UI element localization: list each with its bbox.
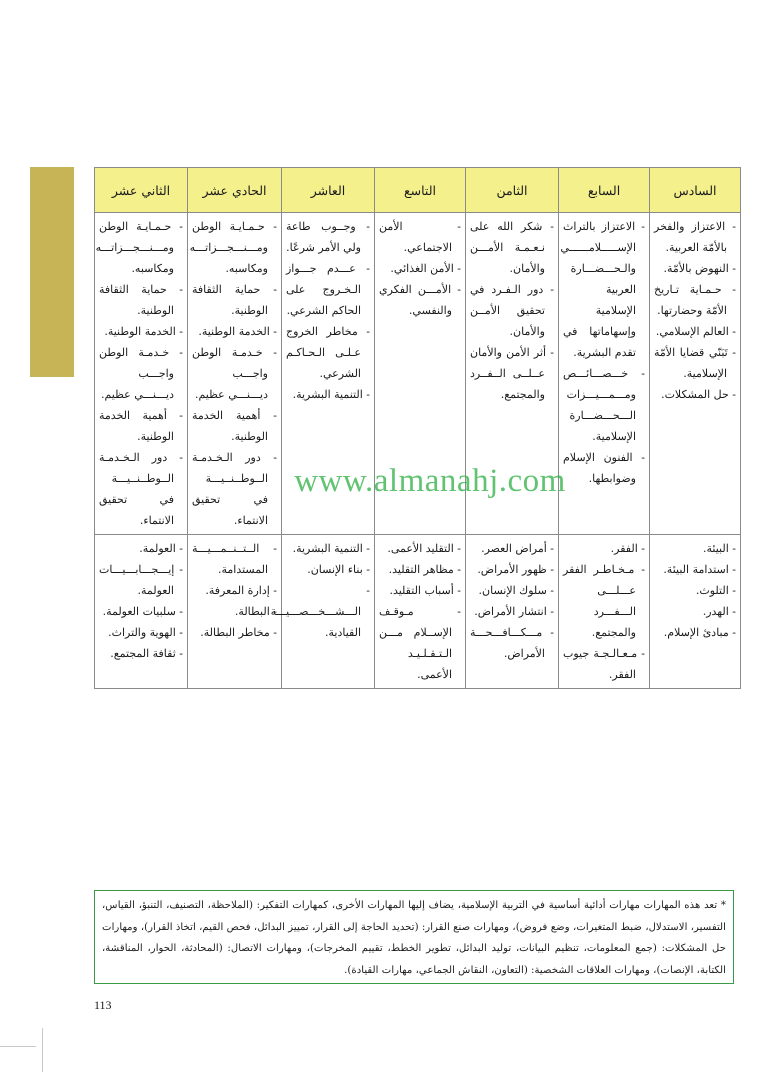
topic-item: - تَبَنّي قضايا الأمّة الإسلامية.	[654, 342, 736, 384]
topic-item: - حماية الثقافة الوطنية.	[99, 279, 183, 321]
topic-cell	[375, 213, 466, 535]
crop-mark-horizontal	[0, 1046, 36, 1047]
topic-item: - النهوض بالأمّة.	[654, 258, 736, 279]
grade-header-10: العاشر	[282, 168, 375, 213]
topic-item: - حـمـاية تـاريخ الأمّة وحضارتها.	[654, 279, 736, 321]
topic-cell	[270, 535, 375, 689]
topic-item: - دور الـخـدمـة الــوطــنــيـــة في تحقيق الانتماء.	[192, 447, 277, 531]
topic-item: - أهمية الخدمة الوطنية.	[192, 405, 277, 447]
topic-list	[379, 216, 461, 321]
topic-cell	[466, 535, 559, 689]
topic-item: - مظاهر التقليد.	[379, 559, 461, 580]
topic-item: - أهمية الخدمة الوطنية.	[99, 405, 183, 447]
topic-list	[470, 216, 554, 405]
topic-cell	[188, 213, 282, 535]
topic-item: - حل المشكلات.	[654, 384, 736, 405]
topic-item: - إيـــجـــابـــيـــات العولمة.	[99, 559, 183, 601]
grade-header-11: الحادي عشر	[188, 168, 282, 213]
topic-item: - الهوية والتراث.	[99, 622, 183, 643]
topic-item: - الهدر.	[654, 601, 736, 622]
topic-item: - أسباب التقليد.	[379, 580, 461, 601]
topic-item: - ظهور الأمراض.	[470, 559, 554, 580]
topic-item: - ثقافة المجتمع.	[99, 643, 183, 664]
topic-item: - البيئة.	[654, 538, 736, 559]
topic-item: - استدامة البيئة.	[654, 559, 736, 580]
topic-cell	[95, 535, 188, 689]
topic-item: - التنمية البشرية.	[286, 538, 370, 559]
chapter-side-tab	[30, 167, 74, 377]
topic-list	[189, 216, 277, 531]
topic-list	[99, 538, 183, 664]
topic-list	[563, 538, 645, 685]
topic-item: - التنمية البشرية.	[286, 384, 370, 405]
topic-item: - الــتــنــمـــيـــة المستدامة.	[192, 538, 277, 580]
topic-item: - الاعتزاز بالتراث الإســـــلامــــــي والـحـــضـــارة العربية الإسلامية وإسهاماتها في تقدم البشرية.	[563, 216, 645, 363]
topic-item: - الخدمة الوطنية.	[192, 321, 277, 342]
grade-header-9: التاسع	[375, 168, 466, 213]
topic-item: - الأمن الاجتماعي.	[379, 216, 461, 258]
topic-item: - حماية الثقافة الوطنية.	[192, 279, 277, 321]
topic-item: - مبادئ الإسلام.	[654, 622, 736, 643]
topic-list	[286, 216, 370, 405]
watermark: www.almanahj.com	[294, 463, 566, 499]
grade-header-6: السادس	[650, 168, 741, 213]
topic-cell	[188, 535, 282, 689]
grade-header-12: الثاني عشر	[95, 168, 188, 213]
grade-header-7: السابع	[559, 168, 650, 213]
topic-item: - مـخـاطـر الفقر عـــلـــى الـــفـــرد والمجتمع.	[563, 559, 645, 643]
topic-item: - الخدمة الوطنية.	[99, 321, 183, 342]
topic-list	[470, 538, 554, 664]
topic-row	[95, 213, 741, 535]
curriculum-table	[94, 167, 741, 689]
page-number: 113	[94, 998, 112, 1012]
topic-item: - التقليد الأعمى.	[379, 538, 461, 559]
topic-item: - خـدمـة الوطن واجـــب ديـــنـــي عظيم.	[192, 342, 277, 405]
topic-item: - مخاطر البطالة.	[192, 622, 277, 643]
topic-item: - الأمن الغذائي.	[379, 258, 461, 279]
topic-item: - الاعتزاز والفخر بالأمّة العربية.	[654, 216, 736, 258]
topic-item: - أمراض العصر.	[470, 538, 554, 559]
topic-item: - الفقر.	[563, 538, 645, 559]
topic-item: - الفنون الإسلام وضوابطها.	[563, 447, 645, 489]
topic-cell	[559, 535, 650, 689]
topic-list	[379, 538, 461, 685]
topic-item: - دور الـخـدمـة الــوطــنــيـــة في تحقيق الانتماء.	[99, 447, 183, 531]
topic-cell	[282, 213, 375, 535]
topic-item: - مخاطر الخروج عـلـى الـحـاكـم الشرعي.	[286, 321, 370, 384]
topic-item: - وجــوب طاعة ولي الأمر شرعًا.	[286, 216, 370, 258]
topic-item: - مـــكـــافـــحـــة الأمراض.	[470, 622, 554, 664]
topic-item: - شكر الله على نـعـمـة الأمـــن والأمان.	[470, 216, 554, 279]
topic-item: - مـوقـف الإســلام مـــن الـتـقـلـيـد الأعمى.	[379, 601, 461, 685]
topic-item: - انتشار الأمراض.	[470, 601, 554, 622]
topic-item: - التلوث.	[654, 580, 736, 601]
topic-item: - العولمة.	[99, 538, 183, 559]
topic-list	[95, 216, 183, 531]
topic-row	[95, 535, 741, 689]
topic-cell	[650, 535, 741, 689]
topic-item: - العالم الإسلامي.	[654, 321, 736, 342]
skills-footnote: * تعد هذه المهارات مهارات أدائية أساسية في التربية الإسلامية، يضاف إليها المهارات الأخرى، كمهارات التفكير: (الملاحظة، التصنيف، التنبؤ، القياس، التفسير، الاستدلال، ضبط المتغيرات، وضع فروض)، ومهارات صنع القرار: (تحديد الحاجة إلى القرار، تمييز البدائل، فحص القيم، اتخاذ القرار)، ومهارات حل المشكلات: (جمع المعلومات، تنظيم البيانات، توليد البدائل، تطوير الخطط، تقييم المخرجات)، ومهارات الاتصال: (المحادثة، الحوار، المناقشة، الكتابة، الإنصات)، ومهارات العلاقات الشخصية: (التعاون، النقاش الجماعي، مهارات القيادة).	[94, 890, 734, 984]
topic-item: - الأمـــن الفكري والنفسي.	[379, 279, 461, 321]
topic-item: - الـــشـــخـــصـــيـــة القيادية.	[286, 580, 370, 643]
topic-item: - مـعـالـجـة جيوب الفقر.	[563, 643, 645, 685]
topic-item: - عـــدم جـــواز الـخـروج على الحاكم الشرعي.	[286, 258, 370, 321]
topic-item: - دور الـفـرد في تحقيق الأمــن والأمان.	[470, 279, 554, 342]
topic-cell	[95, 213, 188, 535]
topic-item: - بناء الإنسان.	[286, 559, 370, 580]
topic-list	[192, 538, 277, 643]
topic-item: - إدارة المعرفة.	[192, 580, 277, 601]
grade-header-8: الثامن	[466, 168, 559, 213]
topic-list	[270, 538, 370, 643]
topic-cell	[559, 213, 650, 535]
topic-list	[654, 216, 736, 405]
topic-cell	[375, 535, 466, 689]
topic-list	[560, 216, 645, 489]
crop-mark-vertical	[42, 1028, 43, 1072]
topic-item: - خـدمـة الوطن واجـــب ديـــنـــي عظيم.	[99, 342, 183, 405]
topic-cell	[650, 213, 741, 535]
topic-item: - خـــصـــائـــص ومـــمـــيـــزات الـــحـــضـــارة الإسلامية.	[563, 363, 645, 447]
topic-item: - البطالة.	[192, 601, 277, 622]
topic-item: - سلوك الإنسان.	[470, 580, 554, 601]
topic-item: - أثر الأمن والأمان عــلــى الــفــرد والمجتمع.	[470, 342, 554, 405]
topic-cell	[466, 213, 559, 535]
topic-list	[654, 538, 736, 643]
grade-header-row	[95, 168, 741, 213]
topic-item: - حـمـايـة الوطن ومـــنـــجـــزاتـــه ومكاسبه.	[192, 216, 277, 279]
topic-item: - حـمـايـة الوطن ومـــنـــجـــزاتـــه ومكاسبه.	[99, 216, 183, 279]
topic-item: - سلبيات العولمة.	[99, 601, 183, 622]
